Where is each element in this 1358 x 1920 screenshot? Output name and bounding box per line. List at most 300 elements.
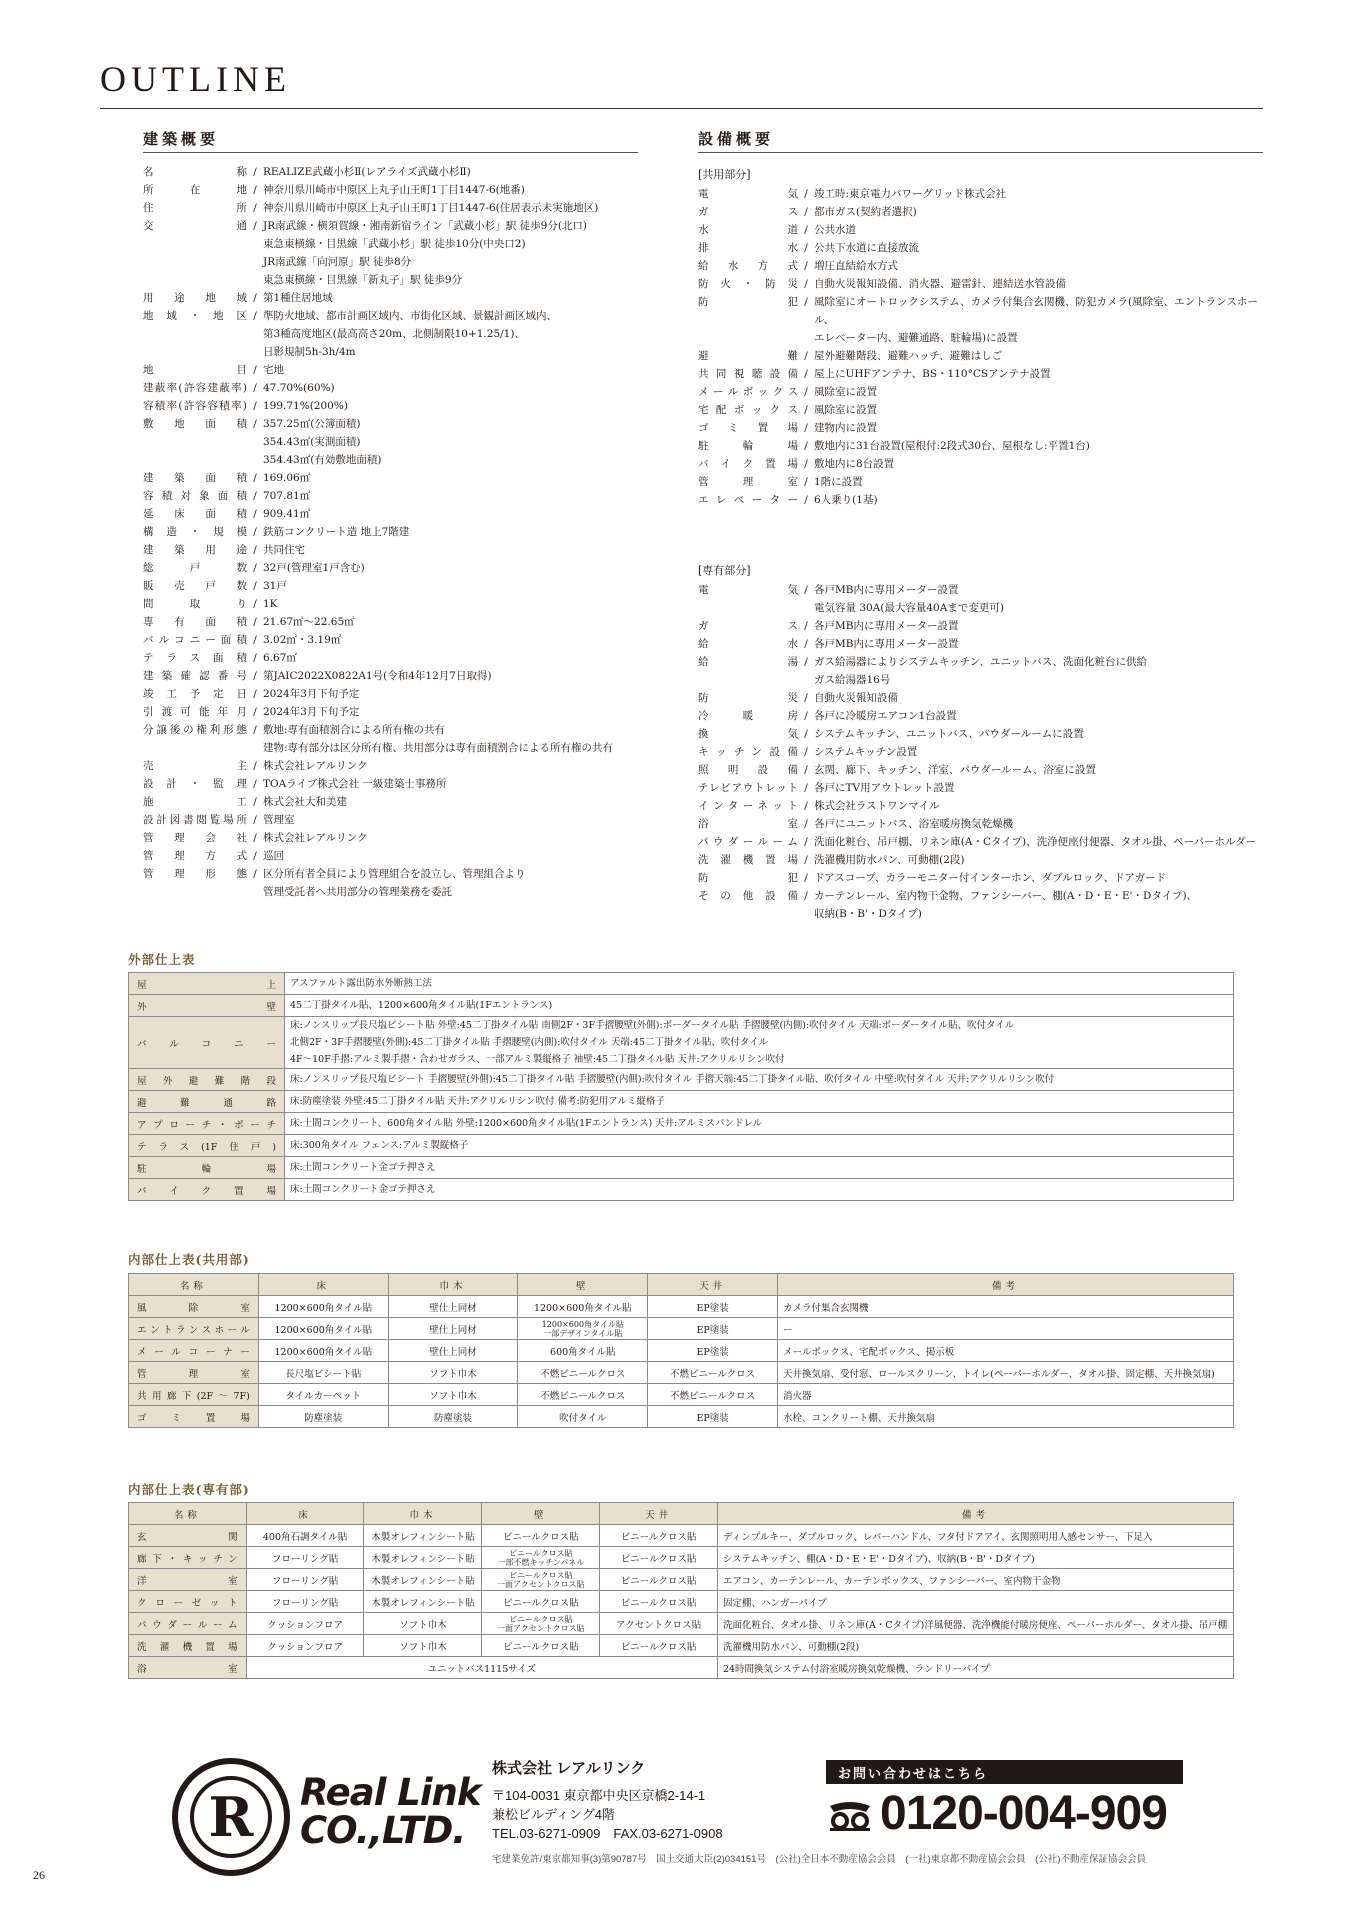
spec-row	[143, 163, 683, 181]
spec-row	[698, 653, 1268, 689]
table-cell: 木製オレフィンシート貼	[364, 1591, 482, 1613]
spec-row	[698, 851, 1268, 869]
spec-value: 3.02㎡・3.19㎡	[263, 634, 342, 646]
spec-label: 名称	[143, 166, 247, 178]
spec-value: 各戸にユニットバス、浴室暖房換気乾燥機	[814, 818, 1014, 830]
row-label: エントランスホール	[129, 1318, 259, 1340]
table-cell: フローリング貼	[246, 1547, 364, 1569]
column-header: 床	[246, 1503, 364, 1525]
table-cell: ビニールクロス貼 一面アクセントクロス貼	[482, 1613, 600, 1635]
table-row	[129, 1296, 1234, 1318]
spec-separator: /	[253, 796, 257, 808]
header-row	[129, 1503, 1234, 1525]
spec-value: 神奈川県川崎市中原区上丸子山王町1丁目1447-6(地番)	[263, 184, 525, 196]
spec-value: システムキッチン設置	[814, 746, 918, 758]
spec-separator: /	[253, 598, 257, 610]
spec-value: 707.81㎡	[263, 490, 311, 502]
private-equipment-list	[698, 581, 1268, 923]
table-cell: 600角タイル貼	[518, 1340, 648, 1362]
spec-label: 電気	[698, 188, 798, 200]
spec-label: 換気	[698, 728, 798, 740]
row-label: 避難通路	[129, 1091, 285, 1113]
row-value: 床:300角タイル フェンス:アルミ製縦格子	[285, 1135, 1234, 1157]
spec-label: 冷暖房	[698, 710, 798, 722]
spec-separator: /	[804, 242, 808, 254]
table-cell: タイルカーペット	[258, 1384, 388, 1406]
row-label: バイク置場	[129, 1179, 285, 1201]
spec-label: 防犯	[698, 296, 798, 308]
table-cell: EP塗装	[648, 1406, 778, 1428]
spec-separator: /	[253, 670, 257, 682]
spec-row	[143, 577, 683, 595]
table-cell: 天井換気扇、受付窓、ロールスクリーン、トイレ(ペーパーホルダー、タオル掛、固定棚、天井換気扇)	[778, 1362, 1234, 1384]
spec-label: 施工	[143, 796, 247, 808]
spec-separator: /	[804, 854, 808, 866]
spec-separator: /	[804, 404, 808, 416]
spec-row	[143, 847, 683, 865]
spec-separator: /	[253, 544, 257, 556]
spec-value: ガス給湯器によりシステムキッチン、ユニットバス、洗面化粧台に供給 ガス給湯器16号	[814, 656, 1148, 686]
table-cell: ソフト巾木	[364, 1635, 482, 1657]
building-divider	[143, 152, 638, 153]
spec-row	[698, 401, 1268, 419]
row-label: ゴミ置場	[129, 1406, 259, 1428]
spec-value: 都市ガス(契約者選択)	[814, 206, 917, 218]
spec-row	[698, 185, 1268, 203]
spec-value: 各戸MB内に専用メーター設置	[814, 638, 959, 650]
row-label: テラス(1F住戸)	[129, 1135, 285, 1157]
spec-separator: /	[253, 526, 257, 538]
table-cell: 1200×600角タイル貼	[258, 1296, 388, 1318]
spec-separator: /	[804, 638, 808, 650]
spec-value: 各戸に冷暖房エアコン1台設置	[814, 710, 957, 722]
table-cell: EP塗装	[648, 1318, 778, 1340]
table-cell: カメラ付集合玄関機	[778, 1296, 1234, 1318]
spec-value: 玄関、廊下、キッチン、洋室、パウダールーム、浴室に設置	[814, 764, 1096, 776]
spec-value: 株式会社大和美建	[263, 796, 347, 808]
spec-row	[698, 257, 1268, 275]
spec-label: 構造・規模	[143, 526, 247, 538]
spec-value: 公共水道	[814, 224, 856, 236]
row-label: 風除室	[129, 1296, 259, 1318]
table-cell: 洗面化粧台、タオル掛、リネン庫(A・Cタイプ)洋風便器、洗浄機能付暖房便座、ペーパーホルダー、タオル掛、吊戸棚	[717, 1613, 1233, 1635]
table-cell: 1200×600角タイル貼	[258, 1340, 388, 1362]
table-row	[129, 995, 1234, 1017]
company-logo	[172, 1758, 290, 1876]
spec-row	[143, 505, 683, 523]
table-cell: ビニールクロス貼	[482, 1591, 600, 1613]
table-cell: 固定棚、ハンガーパイプ	[717, 1591, 1233, 1613]
spec-value: TOAライブ株式会社 一級建築士事務所	[263, 778, 447, 790]
spec-separator: /	[804, 872, 808, 884]
spec-separator: /	[253, 724, 257, 736]
spec-separator: /	[804, 746, 808, 758]
table-cell: 消火器	[778, 1384, 1234, 1406]
header-row	[129, 1274, 1234, 1296]
spec-value: 2024年3月下旬予定	[263, 688, 360, 700]
table-row	[129, 1384, 1234, 1406]
spec-row	[698, 743, 1268, 761]
table-cell: ビニールクロス貼	[600, 1569, 718, 1591]
table-cell: EP塗装	[648, 1296, 778, 1318]
spec-label: 交通	[143, 220, 247, 232]
spec-label: 住所	[143, 202, 247, 214]
table-cell: 防塵塗装	[258, 1406, 388, 1428]
spec-label: 照明設備	[698, 764, 798, 776]
column-header: 天井	[648, 1274, 778, 1296]
spec-label: バルコニー面積	[143, 634, 247, 646]
equipment-heading: 設備概要	[698, 130, 775, 148]
spec-value: 区分所有者全員により管理組合を設立し、管理組合より 管理受託者へ共用部分の管理業務を委託	[263, 868, 526, 898]
spec-row	[143, 721, 683, 757]
spec-row	[143, 307, 683, 361]
spec-label: 防火・防災	[698, 278, 798, 290]
row-label: パウダールーム	[129, 1613, 247, 1635]
spec-value: 自動火災報知設備、消火器、避雷針、連結送水管設備	[814, 278, 1066, 290]
spec-label: 管理会社	[143, 832, 247, 844]
spec-label: 容積対象面積	[143, 490, 247, 502]
spec-row	[143, 559, 683, 577]
spec-row	[698, 635, 1268, 653]
column-header: 床	[258, 1274, 388, 1296]
spec-separator: /	[253, 634, 257, 646]
table-cell: ソフト巾木	[388, 1384, 518, 1406]
column-header: 名称	[129, 1274, 259, 1296]
spec-label: 地域・地区	[143, 310, 247, 322]
spec-row	[143, 379, 683, 397]
spec-row	[143, 397, 683, 415]
spec-label: 洗濯機置場	[698, 854, 798, 866]
table-row	[129, 1157, 1234, 1179]
spec-separator: /	[804, 206, 808, 218]
tel-fax: TEL.03-6271-0909 FAX.03-6271-0908	[492, 1826, 723, 1841]
spec-row	[698, 437, 1268, 455]
table-cell: ソフト巾木	[388, 1362, 518, 1384]
table-row	[129, 973, 1234, 995]
row-value: 床:防塵塗装 外壁:45二丁掛タイル貼 天井:アクリルリシン吹付 備考:防犯用アルミ縦格子	[285, 1091, 1234, 1113]
spec-row	[698, 779, 1268, 797]
table-cell: 木製オレフィンシート貼	[364, 1525, 482, 1547]
spec-row	[698, 617, 1268, 635]
spec-label: ガス	[698, 620, 798, 632]
spec-value: システムキッチン、ユニットバス、パウダールームに設置	[814, 728, 1084, 740]
spec-separator: /	[253, 832, 257, 844]
row-label: アプローチ・ポーチ	[129, 1113, 285, 1135]
spec-separator: /	[804, 782, 808, 794]
spec-separator: /	[253, 706, 257, 718]
spec-row	[698, 581, 1268, 617]
spec-separator: /	[804, 800, 808, 812]
spec-separator: /	[253, 400, 257, 412]
spec-separator: /	[253, 220, 257, 232]
spec-value: 敷地:専有面積割合による所有権の共有 建物:専有部分は区分所有権、共用部分は専有面積割合による所有権の共有	[263, 724, 614, 754]
table-row	[129, 1525, 1234, 1547]
phone-number[interactable]: 0120-004-909	[880, 1787, 1167, 1840]
column-header: 備考	[778, 1274, 1234, 1296]
table-cell: クッションフロア	[246, 1613, 364, 1635]
spec-separator: /	[804, 386, 808, 398]
spec-row	[143, 469, 683, 487]
column-header: 巾木	[364, 1503, 482, 1525]
spec-value: 風除室に設置	[814, 404, 877, 416]
spec-value: 洗濯機用防水パン、可動棚(2段)	[814, 854, 965, 866]
table-cell: 400角石調タイル貼	[246, 1525, 364, 1547]
spec-row	[143, 523, 683, 541]
spec-row	[698, 221, 1268, 239]
table-cell: フローリング貼	[246, 1591, 364, 1613]
spec-separator: /	[253, 202, 257, 214]
spec-value: 21.67㎡〜22.65㎡	[263, 616, 355, 628]
spec-label: 管理室	[698, 476, 798, 488]
building-outline-list	[143, 163, 683, 901]
spec-value: 6.67㎡	[263, 652, 297, 664]
row-label: バルコニー	[129, 1017, 285, 1069]
spec-label: ゴミ置場	[698, 422, 798, 434]
spec-value: 各戸にTV用アウトレット設置	[814, 782, 955, 794]
spec-label: 避難	[698, 350, 798, 362]
spec-separator: /	[253, 616, 257, 628]
spec-row	[698, 707, 1268, 725]
spec-separator: /	[253, 868, 257, 880]
spec-separator: /	[804, 890, 808, 902]
row-value: 床:ノンスリップ長尺塩ビシート貼 外壁:45二丁掛タイル貼 南側2F・3F手摺腰壁(外側):ボーダータイル貼 手摺腰壁(内側):吹付タイル 天端:ボーダータイル貼、吹付タイル 北側2F・3F手摺腰壁(外側):45二丁掛タイル貼 手摺腰壁(内側):吹付タイル 天端:45二丁掛タイル貼、吹付タイル 4F〜10F手摺:アルミ製手摺・合わせガラス、一部アルミ製縦格子 袖壁:45二丁掛タイル貼 天井:アクリルリシン吹付	[285, 1017, 1234, 1069]
spec-label: 電気	[698, 584, 798, 596]
spec-separator: /	[804, 440, 808, 452]
table-cell: EP塗装	[648, 1340, 778, 1362]
spec-label: 建築面積	[143, 472, 247, 484]
spec-separator: /	[253, 652, 257, 664]
spec-value: 自動火災報知設備	[814, 692, 898, 704]
table-cell: 不燃ビニールクロス	[648, 1362, 778, 1384]
spec-label: 管理形態	[143, 868, 247, 880]
spec-row	[143, 289, 683, 307]
spec-value: 第1種住居地域	[263, 292, 333, 304]
spec-value: REALIZE武蔵小杉Ⅱ(レアライズ武蔵小杉Ⅱ)	[263, 166, 471, 178]
common-area-label: [共用部分]	[698, 168, 751, 181]
table-cell: 1200×600角タイル貼	[258, 1318, 388, 1340]
spec-row	[698, 347, 1268, 365]
spec-row	[143, 541, 683, 559]
spec-separator: /	[804, 476, 808, 488]
spec-row	[698, 797, 1268, 815]
table-cell: 壁仕上同材	[388, 1318, 518, 1340]
interior-common-title: 内部仕上表(共用部)	[128, 1252, 250, 1267]
spec-label: メールボックス	[698, 386, 798, 398]
table-cell: 壁仕上同材	[388, 1296, 518, 1318]
spec-row	[143, 613, 683, 631]
spec-label: エレベーター	[698, 494, 798, 506]
spec-value: 屋外避難階段、避難ハッチ、避難はしご	[814, 350, 1003, 362]
spec-row	[143, 181, 683, 199]
spec-value: 風除室に設置	[814, 386, 877, 398]
row-value: 床:土間コンクリート、600角タイル貼 外壁:1200×600角タイル貼(1Fエントランス) 天井:アルミスパンドレル	[285, 1113, 1234, 1135]
table-cell: 1200×600角タイル貼 一部デザインタイル貼	[518, 1318, 648, 1340]
spec-label: 総戸数	[143, 562, 247, 574]
spec-label: ガス	[698, 206, 798, 218]
spec-value: 357.25㎡(公簿面積) 354.43㎡(実測面積) 354.43㎡(有効敷地面積)	[263, 418, 382, 466]
interior-common-table	[128, 1273, 1234, 1428]
spec-label: 給水方式	[698, 260, 798, 272]
spec-separator: /	[253, 688, 257, 700]
spec-separator: /	[253, 418, 257, 430]
column-header: 名称	[129, 1503, 247, 1525]
spec-separator: /	[804, 188, 808, 200]
spec-label: 宅配ボックス	[698, 404, 798, 416]
spec-separator: /	[253, 814, 257, 826]
spec-separator: /	[804, 710, 808, 722]
table-cell: 木製オレフィンシート貼	[364, 1569, 482, 1591]
spec-separator: /	[253, 310, 257, 322]
row-label: 外壁	[129, 995, 285, 1017]
table-cell: 壁仕上同材	[388, 1340, 518, 1362]
address-line-1: 〒104-0031 東京都中央区京橋2-14-1	[492, 1788, 706, 1803]
spec-row	[698, 293, 1268, 347]
spec-row	[698, 725, 1268, 743]
spec-value: 増圧直結給水方式	[814, 260, 898, 272]
spec-label: 間取り	[143, 598, 247, 610]
spec-row	[698, 239, 1268, 257]
spec-separator: /	[804, 764, 808, 776]
spec-row	[143, 865, 683, 901]
table-row	[129, 1179, 1234, 1201]
spec-value: 199.71%(200%)	[263, 400, 348, 412]
row-label: 洋室	[129, 1569, 247, 1591]
table-cell: フローリング貼	[246, 1569, 364, 1591]
spec-value: ドアスコープ、カラーモニター付インターホン、ダブルロック、ドアガード	[814, 872, 1167, 884]
column-header: 天井	[600, 1503, 718, 1525]
spec-row	[143, 199, 683, 217]
spec-value: JR南武線・横須賀線・湘南新宿ライン「武蔵小杉」駅 徒歩9分(北口) 東急東横線・目黒線「武蔵小杉」駅 徒歩10分(中央口2) JR南武線「向河原」駅 徒歩8分 東急東横線・目黒線「新丸子」駅 徒歩9分	[263, 220, 588, 286]
spec-label: 建築用途	[143, 544, 247, 556]
row-label: 屋外避難階段	[129, 1069, 285, 1091]
spec-value: 6人乗り(1基)	[814, 494, 878, 506]
table-cell: ソフト巾木	[364, 1613, 482, 1635]
table-row	[129, 1591, 1234, 1613]
row-label: 管理室	[129, 1362, 259, 1384]
spec-label: 用途地域	[143, 292, 247, 304]
spec-separator: /	[253, 508, 257, 520]
spec-label: 給水	[698, 638, 798, 650]
table-cell: 洗濯機用防水パン、可動棚(2段)	[717, 1635, 1233, 1657]
license-info: 宅建業免許/東京都知事(3)第90787号 国土交通大臣(2)034151号 (公社)全日本不動産協会会員 (一社)東京都不動産協会会員 (公社)不動産保証協会会員	[492, 1854, 1146, 1865]
spec-row	[698, 887, 1268, 923]
spec-row	[698, 275, 1268, 293]
spec-row	[698, 365, 1268, 383]
table-cell: 長尺塩ビシート貼	[258, 1362, 388, 1384]
table-cell: 1200×600角タイル貼	[518, 1296, 648, 1318]
spec-value: 共同住宅	[263, 544, 305, 556]
spec-label: 売主	[143, 760, 247, 772]
spec-label: 販売戸数	[143, 580, 247, 592]
brand-line-1: Real Link	[300, 1771, 481, 1814]
spec-separator: /	[804, 296, 808, 308]
table-cell: アクセントクロス貼	[600, 1613, 718, 1635]
row-value: 床:土間コンクリート金ゴテ押さえ	[285, 1179, 1234, 1201]
spec-label: 設計図書閲覧場所	[143, 814, 247, 826]
spec-label: 分譲後の権利形態	[143, 724, 247, 736]
spec-label: 防災	[698, 692, 798, 704]
table-cell: ディンプルキー、ダブルロック、レバーハンドル、フタ付ドアアイ、玄関照明用人感センサー、下足入	[717, 1525, 1233, 1547]
spec-value: 洗面化粧台、吊戸棚、リネン庫(A・Cタイプ)、洗浄便座付便器、タオル掛、ペーパーホルダー	[814, 836, 1257, 848]
exterior-finish-table	[128, 972, 1234, 1201]
spec-value: 管理室	[263, 814, 295, 826]
spec-value: 1K	[263, 598, 278, 610]
table-cell: 24時間換気システム付浴室暖房換気乾燥機、ランドリーパイプ	[717, 1657, 1233, 1679]
spec-label: 竣工予定日	[143, 688, 247, 700]
row-label: 玄関	[129, 1525, 247, 1547]
spec-row	[143, 487, 683, 505]
spec-value: 屋上にUHFアンテナ、BS・110°CSアンテナ設置	[814, 368, 1051, 380]
building-heading: 建築概要	[143, 130, 220, 148]
table-cell: ー	[778, 1318, 1234, 1340]
spec-label: 専有面積	[143, 616, 247, 628]
spec-row	[698, 383, 1268, 401]
spec-label: テレビアウトレット	[698, 782, 798, 794]
spec-label: 浴室	[698, 818, 798, 830]
spec-row	[143, 631, 683, 649]
spec-label: 地目	[143, 364, 247, 376]
spec-separator: /	[804, 692, 808, 704]
table-row	[129, 1657, 1234, 1679]
spec-value: 909.41㎡	[263, 508, 311, 520]
table-row	[129, 1635, 1234, 1657]
spec-label: インターネット	[698, 800, 798, 812]
table-cell: ビニールクロス貼	[600, 1635, 718, 1657]
row-value: 床:ノンスリップ長尺塩ビシート 手摺腰壁(外側):45二丁掛タイル貼 手摺腰壁(内側):吹付タイル 手摺天端:45二丁掛タイル貼、吹付タイル 中壁:吹付タイル 天井:アクリルリシン吹付	[285, 1069, 1234, 1091]
spec-value: カーテンレール、室内物干金物、ファンシーバー、棚(A・D・E・E'・Dタイプ)、 収納(B・B'・Dタイプ)	[814, 890, 1198, 920]
spec-row	[698, 455, 1268, 473]
spec-separator: /	[253, 850, 257, 862]
spec-value: 宅地	[263, 364, 284, 376]
brand-name	[300, 1771, 481, 1852]
spec-separator: /	[253, 292, 257, 304]
spec-value: 巡回	[263, 850, 284, 862]
spec-separator: /	[804, 656, 808, 668]
spec-row	[698, 473, 1268, 491]
company-name: 株式会社 レアルリンク	[492, 1760, 646, 1777]
spec-separator: /	[804, 368, 808, 380]
spec-label: テラス面積	[143, 652, 247, 664]
spec-separator: /	[804, 224, 808, 236]
row-label: クローゼット	[129, 1591, 247, 1613]
spec-value: 建物内に設置	[814, 422, 877, 434]
row-label: 屋上	[129, 973, 285, 995]
spec-value: 神奈川県川崎市中原区上丸子山王町1丁目1447-6(住居表示未実施地区)	[263, 202, 599, 214]
spec-separator: /	[804, 584, 808, 596]
table-cell: ビニールクロス貼	[482, 1525, 600, 1547]
page-number: 26	[33, 1868, 45, 1882]
spec-row	[143, 793, 683, 811]
row-value: 床:土間コンクリート金ゴテ押さえ	[285, 1157, 1234, 1179]
table-cell: 不燃ビニールクロス	[518, 1384, 648, 1406]
spec-row	[143, 685, 683, 703]
spec-separator: /	[253, 580, 257, 592]
spec-value: 竣工時:東京電力パワーグリッド株式会社	[814, 188, 1007, 200]
spec-value: 株式会社レアルリンク	[263, 832, 368, 844]
interior-private-table	[128, 1502, 1234, 1679]
spec-value: 各戸MB内に専用メーター設置	[814, 620, 959, 632]
spec-value: 31戸	[263, 580, 287, 592]
table-row	[129, 1069, 1234, 1091]
row-label: 共用廊下(2F〜7F)	[129, 1384, 259, 1406]
spec-row	[698, 491, 1268, 509]
spec-label: 排水	[698, 242, 798, 254]
spec-row	[143, 703, 683, 721]
column-header: 壁	[518, 1274, 648, 1296]
table-cell: ビニールクロス貼	[600, 1525, 718, 1547]
spec-value: 169.06㎡	[263, 472, 311, 484]
spec-label: 管理方式	[143, 850, 247, 862]
